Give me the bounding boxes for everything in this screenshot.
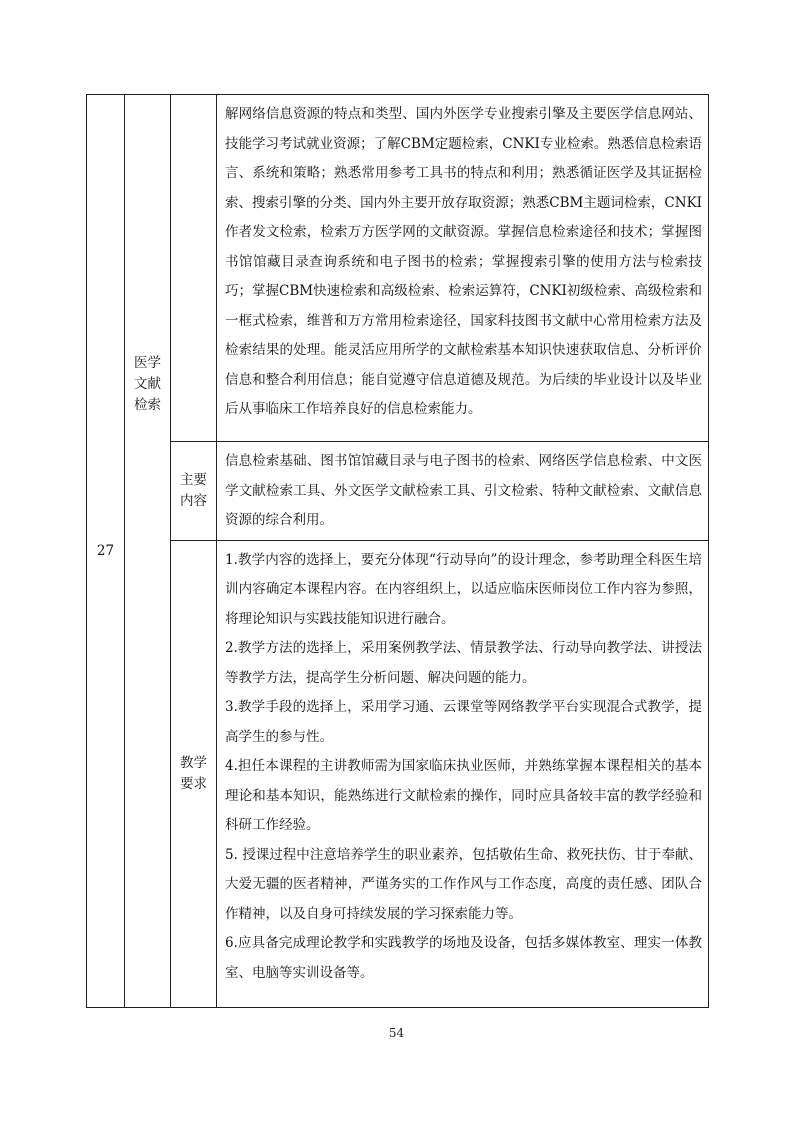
main-content-row (87, 442, 709, 541)
objectives-content-cell (217, 95, 709, 442)
main-content-label-cell (171, 442, 217, 541)
teaching-item-1: 1.教学内容的选择上，要充分体现“行动导向”的设计理念，参考助理全科医生培训内容确定本课程内容。在内容组织上，以适应临床医师岗位工作内容为参照，将理论知识与实践技能知识进行融合。 (225, 551, 702, 627)
course-table (86, 94, 709, 1008)
objectives-row (87, 95, 709, 442)
teaching-item-4: 4.担任本课程的主讲教师需为国家临床执业医师，并熟练掌握本课程相关的基本理论和基本知识，能熟练进行文献检索的操作，同时应具备较丰富的教学经验和科研工作经验。 (225, 758, 702, 833)
teaching-item-2: 2.教学方法的选择上，采用案例教学法、情景教学法、行动导向教学法、讲授法等教学方法，提高学生分析问题、解决问题的能力。 (225, 640, 702, 686)
teaching-item-3: 3.教学手段的选择上，采用学习通、云课堂等网络教学平台实现混合式教学，提高学生的参与性。 (225, 699, 702, 745)
teaching-item-5: 5. 授课过程中注意培养学生的职业素养，包括敬佑生命、救死扶伤、甘于奉献、大爱无疆的医者精神，严谨务实的工作作风与工作态度，高度的责任感、团队合作精神，以及自身可持续发展的学习探索能力等。 (225, 846, 702, 922)
course-name-cell (125, 95, 171, 1008)
course-name: 医学文献检索 (134, 355, 161, 413)
objectives-text: 解网络信息资源的特点和类型、国内外医学专业搜索引擎及主要医学信息网站、技能学习考试就业资源；了解CBM定题检索，CNKI专业检索。熟悉信息检索语言、系统和策略；熟悉常用参考工具书的特点和利用；熟悉循证医学及其证据检索、搜索引擎的分类、国内外主要开放存取资源；熟悉CBM主题词检索，CNKI作者发文检索，检索万方医学网的文献资源。掌握信息检索途径和技术；掌握图书馆馆藏目录查询系统和电子图书的检索；掌握搜索引擎的使用方法与检索技巧；掌握CBM快速检索和高级检索、检索运算符，CNKI初级检索、高级检索和一框式检索，维普和万方常用检索途径，国家科技图书文献中心常用检索方法及检索结果的处理。能灵活应用所学的文献检索基本知识快速获取信息、分析评价信息和整合利用信息；能自觉遵守信息道德及规范。为后续的毕业设计以及毕业后从事临床工作培养良好的信息检索能力。 (225, 106, 702, 417)
teaching-item-6: 6.应具备完成理论教学和实践教学的场地及设备，包括多媒体教室、理实一体教室、电脑等实训设备等。 (225, 935, 702, 981)
main-content-content-cell (217, 442, 709, 541)
teaching-requirements-row (87, 540, 709, 1007)
teaching-label-cell (171, 540, 217, 1007)
teaching-content-cell (217, 540, 709, 1007)
row-number: 27 (96, 542, 115, 559)
objectives-label-cell (171, 95, 217, 442)
main-content-label: 主要内容 (180, 471, 207, 509)
main-content-text: 信息检索基础、图书馆馆藏目录与电子图书的检索、网络医学信息检索、中文医学文献检索工具、外文医学文献检索工具、引文检索、特种文献检索、文献信息资源的综合利用。 (225, 453, 702, 528)
page-number: 54 (388, 1026, 405, 1040)
teaching-label: 教学要求 (180, 754, 207, 792)
row-number-cell (87, 95, 125, 1008)
